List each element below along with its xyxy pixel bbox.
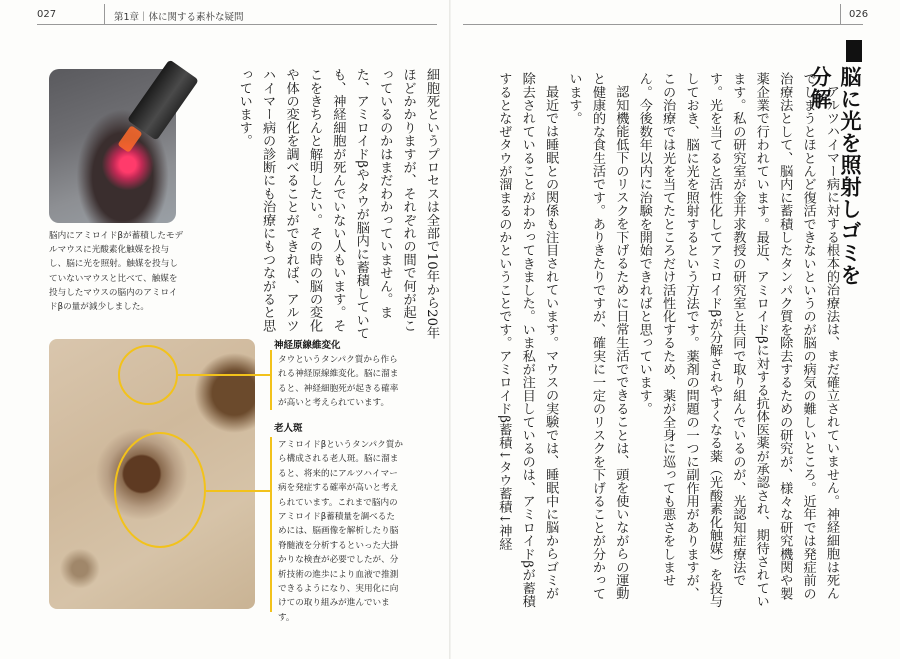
tangle-highlight-circle: [118, 345, 178, 405]
article-title: 脳に光を照射しゴミを分解: [808, 66, 862, 286]
tangle-text: タウというタンパク質から作られる神経原線維変化。脳に溜まると、神経細胞死が起きる確率が高いと考えられています。: [278, 355, 399, 409]
plaque-text: アミロイドβというタンパク質から構成される老人斑。脳に溜まると、将来的にアルツハイマー病を発症する確率が高いと考えられています。これまで脳内のアミロイドβ蓄積量を調べるためには、脳画像を解析したり脳脊髄液を分析するといった大掛かりな検査が必要でしたが、分析技術の進歩により血液で推測できるようになり、実用化に向けての取り組みが進んでいます。: [278, 440, 403, 623]
plaque-title: 老人斑: [274, 423, 303, 434]
gutter: [449, 0, 451, 659]
right-page-number: 026: [849, 9, 869, 20]
mouse-light-photo: [49, 69, 176, 223]
tangle-leader-line: [178, 374, 270, 376]
article-body-left: [208, 68, 443, 343]
title-marker: [846, 40, 862, 62]
left-page-number: 027: [37, 9, 57, 20]
header-rule-left: [37, 24, 437, 25]
plaque-annotation-bar: [270, 437, 272, 612]
body-paragraph: 認知機能低下のリスクを下げるために日常生活でできることは、頭を使いながらの運動と健康的な食生活です。ありきたりですが、確実に一定のリスクを下げることが分かっています。: [566, 72, 629, 600]
body-paragraph: アルツハイマー病に対する根本的治療法は、まだ確立されていません。神経細胞は死んでしまうとほとんど復活できないというのが脳の病気の難しいところ。近年では発症前の治療法として、脳内に蓄積したタンパク質を除去するための研究が、様々な研究機関や製薬企業で行われています。最近、アミロイドβに対する抗体医薬が承認され、期待されています。私の研究室が金井求教授の研究室と共同で取り組んでいるのが、光認知症療法です。光を当てると活性化してアミロイドβが分解されやすくなる薬（光酸素化触媒）を投与しておき、脳に光を照射するという方法です。薬剤の問題の一つに副作用がありますが、この治療では光を当てたところだけ活性化するため、薬が全身に巡っても悪さをしません。今後数年以内に治験を開始できればと思っています。: [636, 72, 839, 608]
running-head: 第1章｜体に関する素朴な疑問: [114, 12, 244, 23]
body-paragraph: 細胞死というプロセスは全部で10年から20年ほどかかりますが、それぞれの間で何が起こっているのかはまだわかっていません。また、アミロイドβやタウが脳内に蓄積していても、神経細胞が死んでいない人もいます。そこをきちんと解明したい。その時の脳の変化や体の変化を調べることができれば、アルツハイマー病の診断にも治療にもつながると思っています。: [236, 68, 439, 340]
light-beam: [117, 125, 142, 153]
header-divider-right: [840, 4, 841, 24]
article-body-right: [496, 72, 843, 612]
body-paragraph: 最近では睡眠との関係も注目されています。マウスの実験では、睡眠中に脳からゴミが除去されていることがわかってきました。いま私が注目しているのは、アミロイドβが蓄積するとなぜタウが溜まるのかということです。アミロイドβ蓄積↓タウ蓄積↓神経: [496, 72, 559, 608]
plaque-leader-line: [206, 490, 270, 492]
tangle-title: 神経原線維変化: [274, 340, 341, 351]
light-probe: [127, 59, 199, 140]
header-rule-right: [463, 24, 863, 25]
header-divider: [104, 4, 105, 24]
plaque-highlight-circle: [114, 432, 206, 548]
tangle-annotation-bar: [270, 350, 272, 410]
photo-caption: 脳内にアミロイドβが蓄積したモデルマウスに光酸素化触媒を投与し、脳に光を照射。触媒を投与していないマウスと比べて、触媒を投与したマウスの脳内のアミロイドβの量が減少しました。: [49, 231, 184, 313]
